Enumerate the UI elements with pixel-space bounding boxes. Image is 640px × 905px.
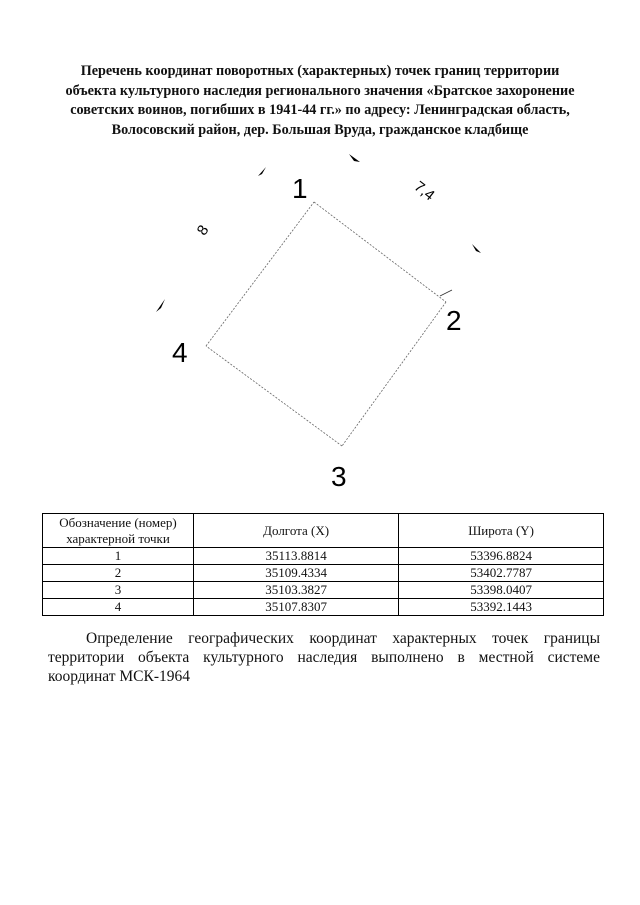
side-length-4-1: 8 [193, 222, 213, 239]
arrow-mark-icon [472, 244, 481, 253]
boundary-side-4-1 [206, 202, 314, 346]
header-latitude: Широта (Y) [399, 514, 604, 548]
table-header-row [43, 514, 604, 548]
cell-point: 2 [43, 565, 194, 582]
boundary-side-3-4 [206, 346, 342, 446]
cell-point: 1 [43, 548, 194, 565]
point-label-4: 4 [172, 337, 188, 368]
boundary-side-1-2 [314, 202, 446, 302]
cell-longitude: 35103.3827 [194, 582, 399, 599]
document-title [40, 62, 600, 140]
title-line-2: объекта культурного наследия регионального значения «Братское захоронение [65, 82, 575, 99]
corner-2-tick [440, 290, 452, 296]
cell-latitude: 53396.8824 [399, 548, 604, 565]
title-line-3: советских воинов, погибших в 1941-44 гг.» по адресу: Ленинградская область, [70, 102, 570, 118]
point-label-3: 3 [331, 461, 347, 492]
point-label-1: 1 [292, 173, 308, 204]
table-row [43, 582, 604, 599]
boundary-side-2-3 [342, 302, 446, 446]
header-longitude: Долгота (X) [194, 514, 399, 548]
cell-longitude: 35109.4334 [194, 565, 399, 582]
boundary-plan [0, 140, 640, 510]
cell-point: 4 [43, 599, 194, 616]
header-point: Обозначение (номер) характерной точки [43, 514, 194, 548]
arrow-mark-icon [156, 299, 165, 312]
table-row [43, 599, 604, 616]
cell-point: 3 [43, 582, 194, 599]
cell-longitude: 35107.8307 [194, 599, 399, 616]
cell-longitude: 35113.8814 [194, 548, 399, 565]
table-row [43, 565, 604, 582]
coordinate-system-note: Определение географических координат характерных точек границы территории объекта культурного наследия выполнено в местной системе координат МСК-1964 [48, 630, 600, 685]
cell-latitude: 53398.0407 [399, 582, 604, 599]
cell-latitude: 53392.1443 [399, 599, 604, 616]
side-length-1-2: 7,4 [410, 178, 438, 205]
point-label-2: 2 [446, 305, 462, 336]
cell-latitude: 53402.7787 [399, 565, 604, 582]
boundary-plan-drawing [0, 140, 640, 510]
title-line-1: Перечень координат поворотных (характерных) точек границ территории [80, 63, 560, 79]
arrow-mark-icon [349, 154, 360, 162]
table-row [43, 548, 604, 565]
title-line-4: Волосовский район, дер. Большая Вруда, гражданское кладбище [111, 121, 529, 138]
arrow-mark-icon [258, 167, 266, 176]
coordinates-table [42, 513, 604, 616]
